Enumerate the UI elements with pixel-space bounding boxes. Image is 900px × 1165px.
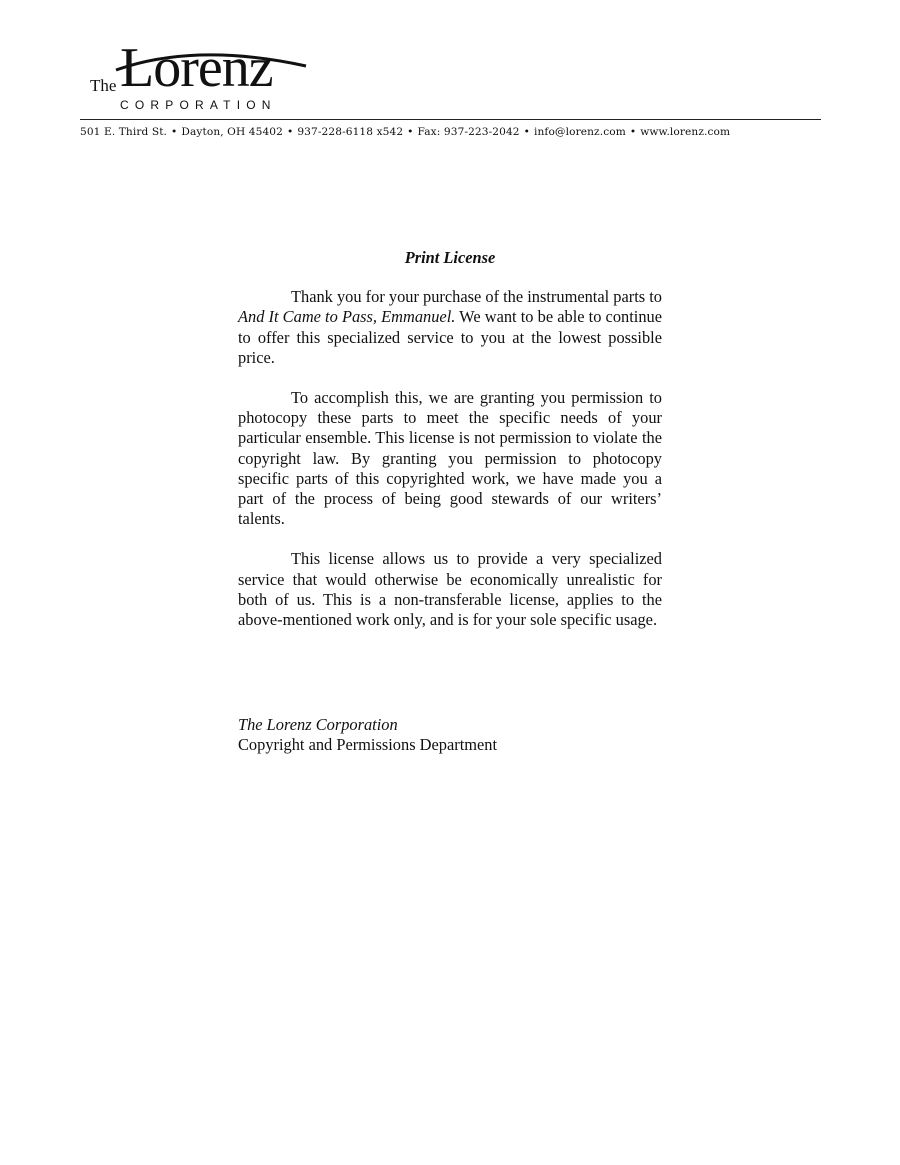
paragraph-2: To accomplish this, we are granting you permission to photocopy these parts to meet the specific needs of your particular ensemble. This license is not permission to violate the copyright law. By granting you permission to photocopy specific parts of this copyrighted work, we have made you a part of the process of being good stewards of our writers’ talents. [238,388,662,529]
paragraph-1 [238,287,662,368]
bullet-separator: • [629,126,637,138]
letter-body [238,248,662,650]
contact-line [80,126,821,138]
logo-name: Lorenz [120,37,273,99]
contact-fax: Fax: 937-223-2042 [417,126,520,138]
contact-website: www.lorenz.com [640,126,731,138]
work-title: And It Came to Pass, Emmanuel. [238,307,456,327]
letterhead-divider [80,119,821,120]
contact-address: 501 E. Third St. [80,126,168,138]
contact-phone: 937-228-6118 x542 [297,126,404,138]
signature-company: The Lorenz Corporation [238,715,398,734]
bullet-separator: • [286,126,294,138]
paragraph-1-before: Thank you for your purchase of the instrumental parts to [291,287,662,307]
contact-email: info@lorenz.com [534,126,626,138]
letterhead [0,0,900,150]
signature-block [238,715,662,755]
paragraph-1-after: We want to be able to continue to offer this specialized service to you at the lowest possible price. [238,307,662,367]
signature-department: Copyright and Permissions Department [238,735,498,755]
logo-prefix: The [90,76,117,95]
logo-subtitle: CORPORATION [120,98,277,112]
document-title: Print License [404,248,496,267]
bullet-separator: • [171,126,178,138]
bullet-separator: • [523,126,531,138]
paragraph-3: This license allows us to provide a very specialized service that would otherwise be economically unrealistic for both of us. This is a non-transferable license, applies to the above-mentioned work only, and is for your sole specific usage. [238,549,662,630]
company-logo [86,37,316,118]
contact-city: Dayton, OH 45402 [181,126,283,138]
bullet-separator: • [407,126,414,138]
